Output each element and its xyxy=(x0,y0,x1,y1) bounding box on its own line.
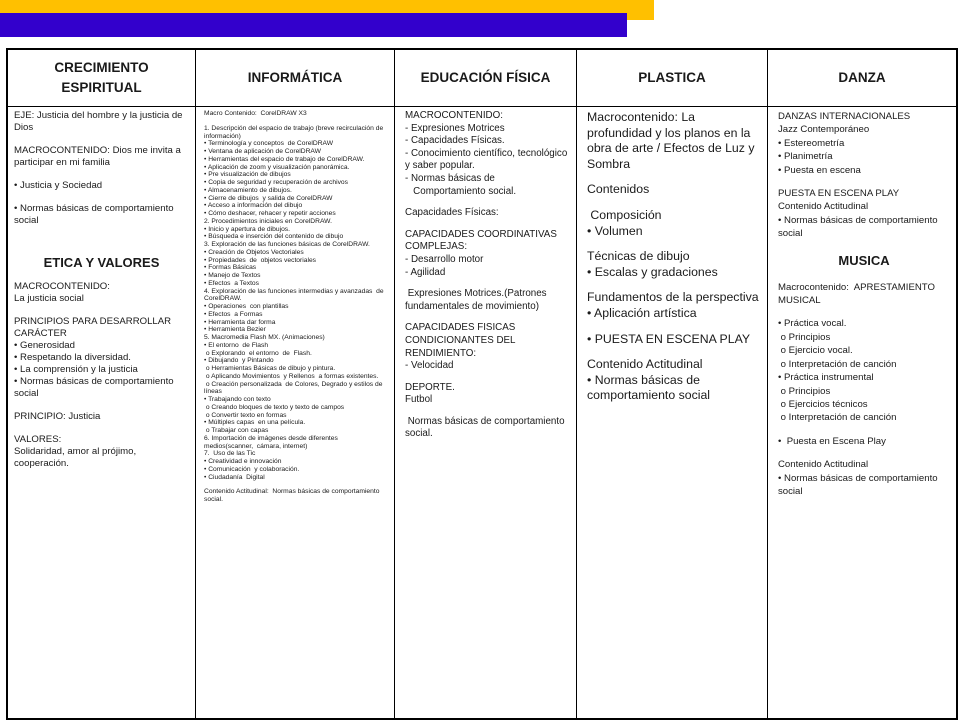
spacer xyxy=(587,172,761,182)
cell-line: PRINCIPIO: Justicia xyxy=(14,411,101,422)
spacer xyxy=(204,118,388,125)
cell-line: Normas básicas de comportamiento social. xyxy=(405,415,568,440)
cell-line: • Normas básicas de comportamiento social xyxy=(778,214,941,240)
spacer xyxy=(14,169,189,180)
cell-line: Contenido Actitudinal: Normas básicas de comportamiento social. xyxy=(204,488,384,503)
cell-line: • Propiedades de objetos vectoriales xyxy=(204,256,317,264)
cell-line: o Interpretación de canción xyxy=(778,412,897,424)
cell-line: Fundamentos de la perspectiva xyxy=(587,290,759,305)
cell-line: • Generosidad xyxy=(14,340,75,351)
header-informatica: INFORMÁTICA xyxy=(196,50,395,106)
cell-line: o Creando bloques de texto y texto de campos xyxy=(204,403,345,411)
cell-line: • Aplicación de zoom y visualización panorámica. xyxy=(204,163,350,171)
cell-line: • Formas Básicas xyxy=(204,264,257,272)
cell-line: • Copia de seguridad y recuperación de archivos xyxy=(204,179,348,186)
cell-line: • Puesta en escena xyxy=(778,164,861,176)
spacer xyxy=(778,425,950,435)
cell-line: • Herramienta dar forma xyxy=(204,318,276,326)
spacer xyxy=(405,198,570,207)
cell-line: o Aplicando Movimientos y Rellenos a formas existentes. xyxy=(204,372,379,380)
cell-line: PUESTA EN ESCENA PLAY xyxy=(778,188,900,200)
cell-line: Contenido Actitudinal xyxy=(778,459,869,471)
cell-line: • Comunicación y colaboración. xyxy=(204,465,300,473)
header-plastica: PLASTICA xyxy=(577,50,768,106)
cell-line: • Búsqueda e inserción del contenido de dibujo xyxy=(204,233,344,241)
cell-line: • Herramienta Bezier xyxy=(204,326,266,334)
cell-line: 1. Descripción del espacio de trabajo (breve recirculación de información) xyxy=(204,124,386,140)
cell-line: • Operaciones con plantillas xyxy=(204,303,289,310)
cell-line: • Pre visualización de dibujos xyxy=(204,171,291,179)
cell-line: CAPACIDADES FISICAS CONDICIONANTES DEL RENDIMIENTO: xyxy=(405,322,519,359)
cell-line: • Efectos a Formas xyxy=(204,310,263,318)
cell-line: CAPACIDADES COORDINATIVAS COMPLEJAS: xyxy=(405,228,560,253)
cell-line: 5. Macromedia Flash MX. (Animaciones) xyxy=(204,334,325,341)
cell-line: 3. Exploración de las funciones básicas de CorelDRAW. xyxy=(204,241,370,248)
section-title: ETICA Y VALORES xyxy=(43,255,160,270)
cell-line: Macrocontenido: La profundidad y los planos en la obra de arte / Efectos de Luz y Sombra xyxy=(587,110,758,171)
header-crecimiento-espiritual: CRECIMIENTO ESPIRITUAL xyxy=(8,50,196,106)
spacer xyxy=(778,177,950,187)
cell-line: • Terminología y conceptos de CorelDRAW xyxy=(204,140,334,148)
cell-line: Macro Contenido: CorelDRAW X3 xyxy=(204,110,307,117)
cell-line: o Explorando el entorno de Flash. xyxy=(204,349,312,357)
cell-line: Contenido Actitudinal xyxy=(587,357,703,372)
cell-line: • Dibujando y Pintando xyxy=(204,357,274,365)
spacer xyxy=(405,279,570,288)
cell-informatica xyxy=(196,106,395,718)
cell-line: - Desarrollo motor xyxy=(405,253,484,265)
spacer xyxy=(405,373,570,382)
cell-line: o Interpretación de canción xyxy=(778,358,897,370)
cell-line: • Escalas y gradaciones xyxy=(587,264,718,279)
cell-line: • Ventana de aplicación de CorelDRAW xyxy=(204,148,321,155)
header-educacion-fisica: EDUCACIÓN FÍSICA xyxy=(395,50,577,106)
cell-line: o Ejercicios técnicos xyxy=(778,398,868,410)
cell-plastica xyxy=(577,106,768,718)
cell-line: - Normas básicas de xyxy=(405,172,495,184)
spacer xyxy=(14,423,189,434)
cell-line: La justicia social xyxy=(14,293,84,304)
cell-line: - Agilidad xyxy=(405,266,446,278)
cell-line: MACROCONTENIDO: xyxy=(14,281,110,292)
cell-line: EJE: Justicia del hombre y la justicia de Dios xyxy=(14,110,186,133)
cell-line: • PUESTA EN ESCENA PLAY xyxy=(587,331,751,346)
cell-line: • Ciudadanía Digital xyxy=(204,473,265,481)
cell-line: • Manejo de Textos xyxy=(204,272,261,279)
spacer xyxy=(587,239,761,249)
cell-line: • Inicio y apertura de dibujos. xyxy=(204,225,290,233)
cell-line: o Convertir texto en formas xyxy=(204,411,287,419)
cell-crecimiento-espiritual xyxy=(8,106,196,718)
decorative-bar-blue xyxy=(0,13,627,37)
cell-line: • Práctica instrumental xyxy=(778,372,874,384)
spacer xyxy=(587,280,761,290)
cell-line: • Normas básicas de comportamiento social xyxy=(14,376,177,399)
spacer xyxy=(14,192,189,203)
spacer xyxy=(778,448,950,458)
cell-line: • Trabajando con texto xyxy=(204,396,271,403)
cell-line: o Herramientas Básicas de dibujo y pintura. xyxy=(204,365,336,372)
cell-line: • Almacenamiento de dibujos. xyxy=(204,186,292,194)
cell-line: MACROCONTENIDO: Dios me invita a participar en mi familia xyxy=(14,145,184,168)
cell-line: 2. Procedimientos iniciales en CorelDRAW. xyxy=(204,217,332,225)
cell-line: Jazz Contemporáneo xyxy=(778,124,870,136)
cell-line: VALORES: xyxy=(14,434,62,445)
spacer xyxy=(405,313,570,322)
cell-line: • Estereometría xyxy=(778,137,845,149)
cell-line: o Ejercicio vocal. xyxy=(778,345,853,357)
cell-line: o Principios xyxy=(778,385,831,397)
cell-line: • Cierre de dibujos y salida de CorelDRAW xyxy=(204,194,333,202)
cell-line: DEPORTE. xyxy=(405,381,455,393)
cell-line: 6. Importación de imágenes desde diferentes medios(scanner, cámara, internet) xyxy=(204,434,340,450)
cell-line: o Trabajar con capas xyxy=(204,427,269,434)
curriculum-table xyxy=(6,48,958,720)
spacer xyxy=(587,198,761,208)
cell-educacion-fisica xyxy=(395,106,577,718)
cell-line: 4. Exploración de las funciones intermedias y avanzadas de CorelDRAW. xyxy=(204,287,386,303)
cell-line: - Expresiones Motrices xyxy=(405,122,505,134)
table-body-row xyxy=(8,106,956,718)
spacer xyxy=(14,227,189,238)
spacer xyxy=(14,400,189,411)
cell-line: • Herramientas del espacio de trabajo de CorelDRAW. xyxy=(204,155,365,163)
cell-line: • Práctica vocal. xyxy=(778,318,847,330)
cell-line: Solidaridad, amor al prójimo, cooperación. xyxy=(14,446,139,469)
cell-line: • Normas básicas de comportamiento social xyxy=(587,372,711,403)
cell-line: • El entorno de Flash xyxy=(204,341,269,349)
table-header-row xyxy=(8,50,956,107)
cell-line: Expresiones Motrices.(Patrones fundamentales de movimiento) xyxy=(405,288,550,312)
cell-line: Capacidades Físicas: xyxy=(405,207,499,219)
cell-line: PRINCIPIOS PARA DESARROLLAR CARÁCTER xyxy=(14,316,174,339)
cell-line: • Planimetría xyxy=(778,151,833,163)
header-danza: DANZA xyxy=(838,70,886,85)
cell-line: • Respetando la diversidad. xyxy=(14,352,131,363)
cell-line: Composición xyxy=(587,207,662,222)
cell-line: • Creatividad e innovación xyxy=(204,458,282,465)
cell-line: - Conocimiento científico, tecnológico y saber popular. xyxy=(405,147,571,172)
cell-line: Futbol xyxy=(405,394,433,406)
cell-line: Macrocontenido: APRESTAMIENTO MUSICAL xyxy=(778,281,938,307)
cell-line: DANZAS INTERNACIONALES xyxy=(778,111,911,122)
cell-line: • Justicia y Sociedad xyxy=(14,180,103,191)
cell-line: Contenidos xyxy=(587,182,650,197)
spacer xyxy=(14,305,189,316)
cell-danza xyxy=(768,106,956,718)
cell-line: Técnicas de dibujo xyxy=(587,249,690,264)
cell-line: • Efectos a Textos xyxy=(204,279,260,287)
cell-line: - Capacidades Físicas. xyxy=(405,135,505,147)
spacer xyxy=(405,407,570,416)
cell-line: o Creación personalizada de Colores, Degrado y estilos de líneas xyxy=(204,380,385,396)
cell-line: • Múltiples capas en una película. xyxy=(204,419,306,427)
cell-line: • La comprensión y la justicia xyxy=(14,364,138,375)
spacer xyxy=(587,322,761,332)
cell-line: 7. Uso de las Tic xyxy=(204,450,256,458)
cell-line: • Aplicación artística xyxy=(587,305,697,320)
cell-line: • Creación de Objetos Vectoriales xyxy=(204,248,304,256)
cell-line: • Normas básicas de comportamiento social xyxy=(778,472,941,497)
cell-line: • Acceso a información del dibujo xyxy=(204,202,303,210)
cell-line: • Volumen xyxy=(587,223,643,238)
section-title: MUSICA xyxy=(838,252,890,268)
cell-line: MACROCONTENIDO: xyxy=(405,110,503,121)
spacer xyxy=(405,220,570,229)
spacer xyxy=(778,307,950,317)
cell-line: • Puesta en Escena Play xyxy=(778,435,886,447)
cell-line: Contenido Actitudinal xyxy=(778,201,869,213)
cell-line: - Velocidad xyxy=(405,360,454,372)
cell-line: o Principios xyxy=(778,331,831,343)
cell-line: • Normas básicas de comportamiento social xyxy=(14,203,177,226)
spacer xyxy=(204,481,388,488)
spacer xyxy=(14,238,189,249)
spacer xyxy=(14,134,189,145)
spacer xyxy=(587,347,761,357)
cell-line: Comportamiento social. xyxy=(405,185,517,197)
cell-line: • Cómo deshacer, rehacer y repetir acciones xyxy=(204,210,336,217)
